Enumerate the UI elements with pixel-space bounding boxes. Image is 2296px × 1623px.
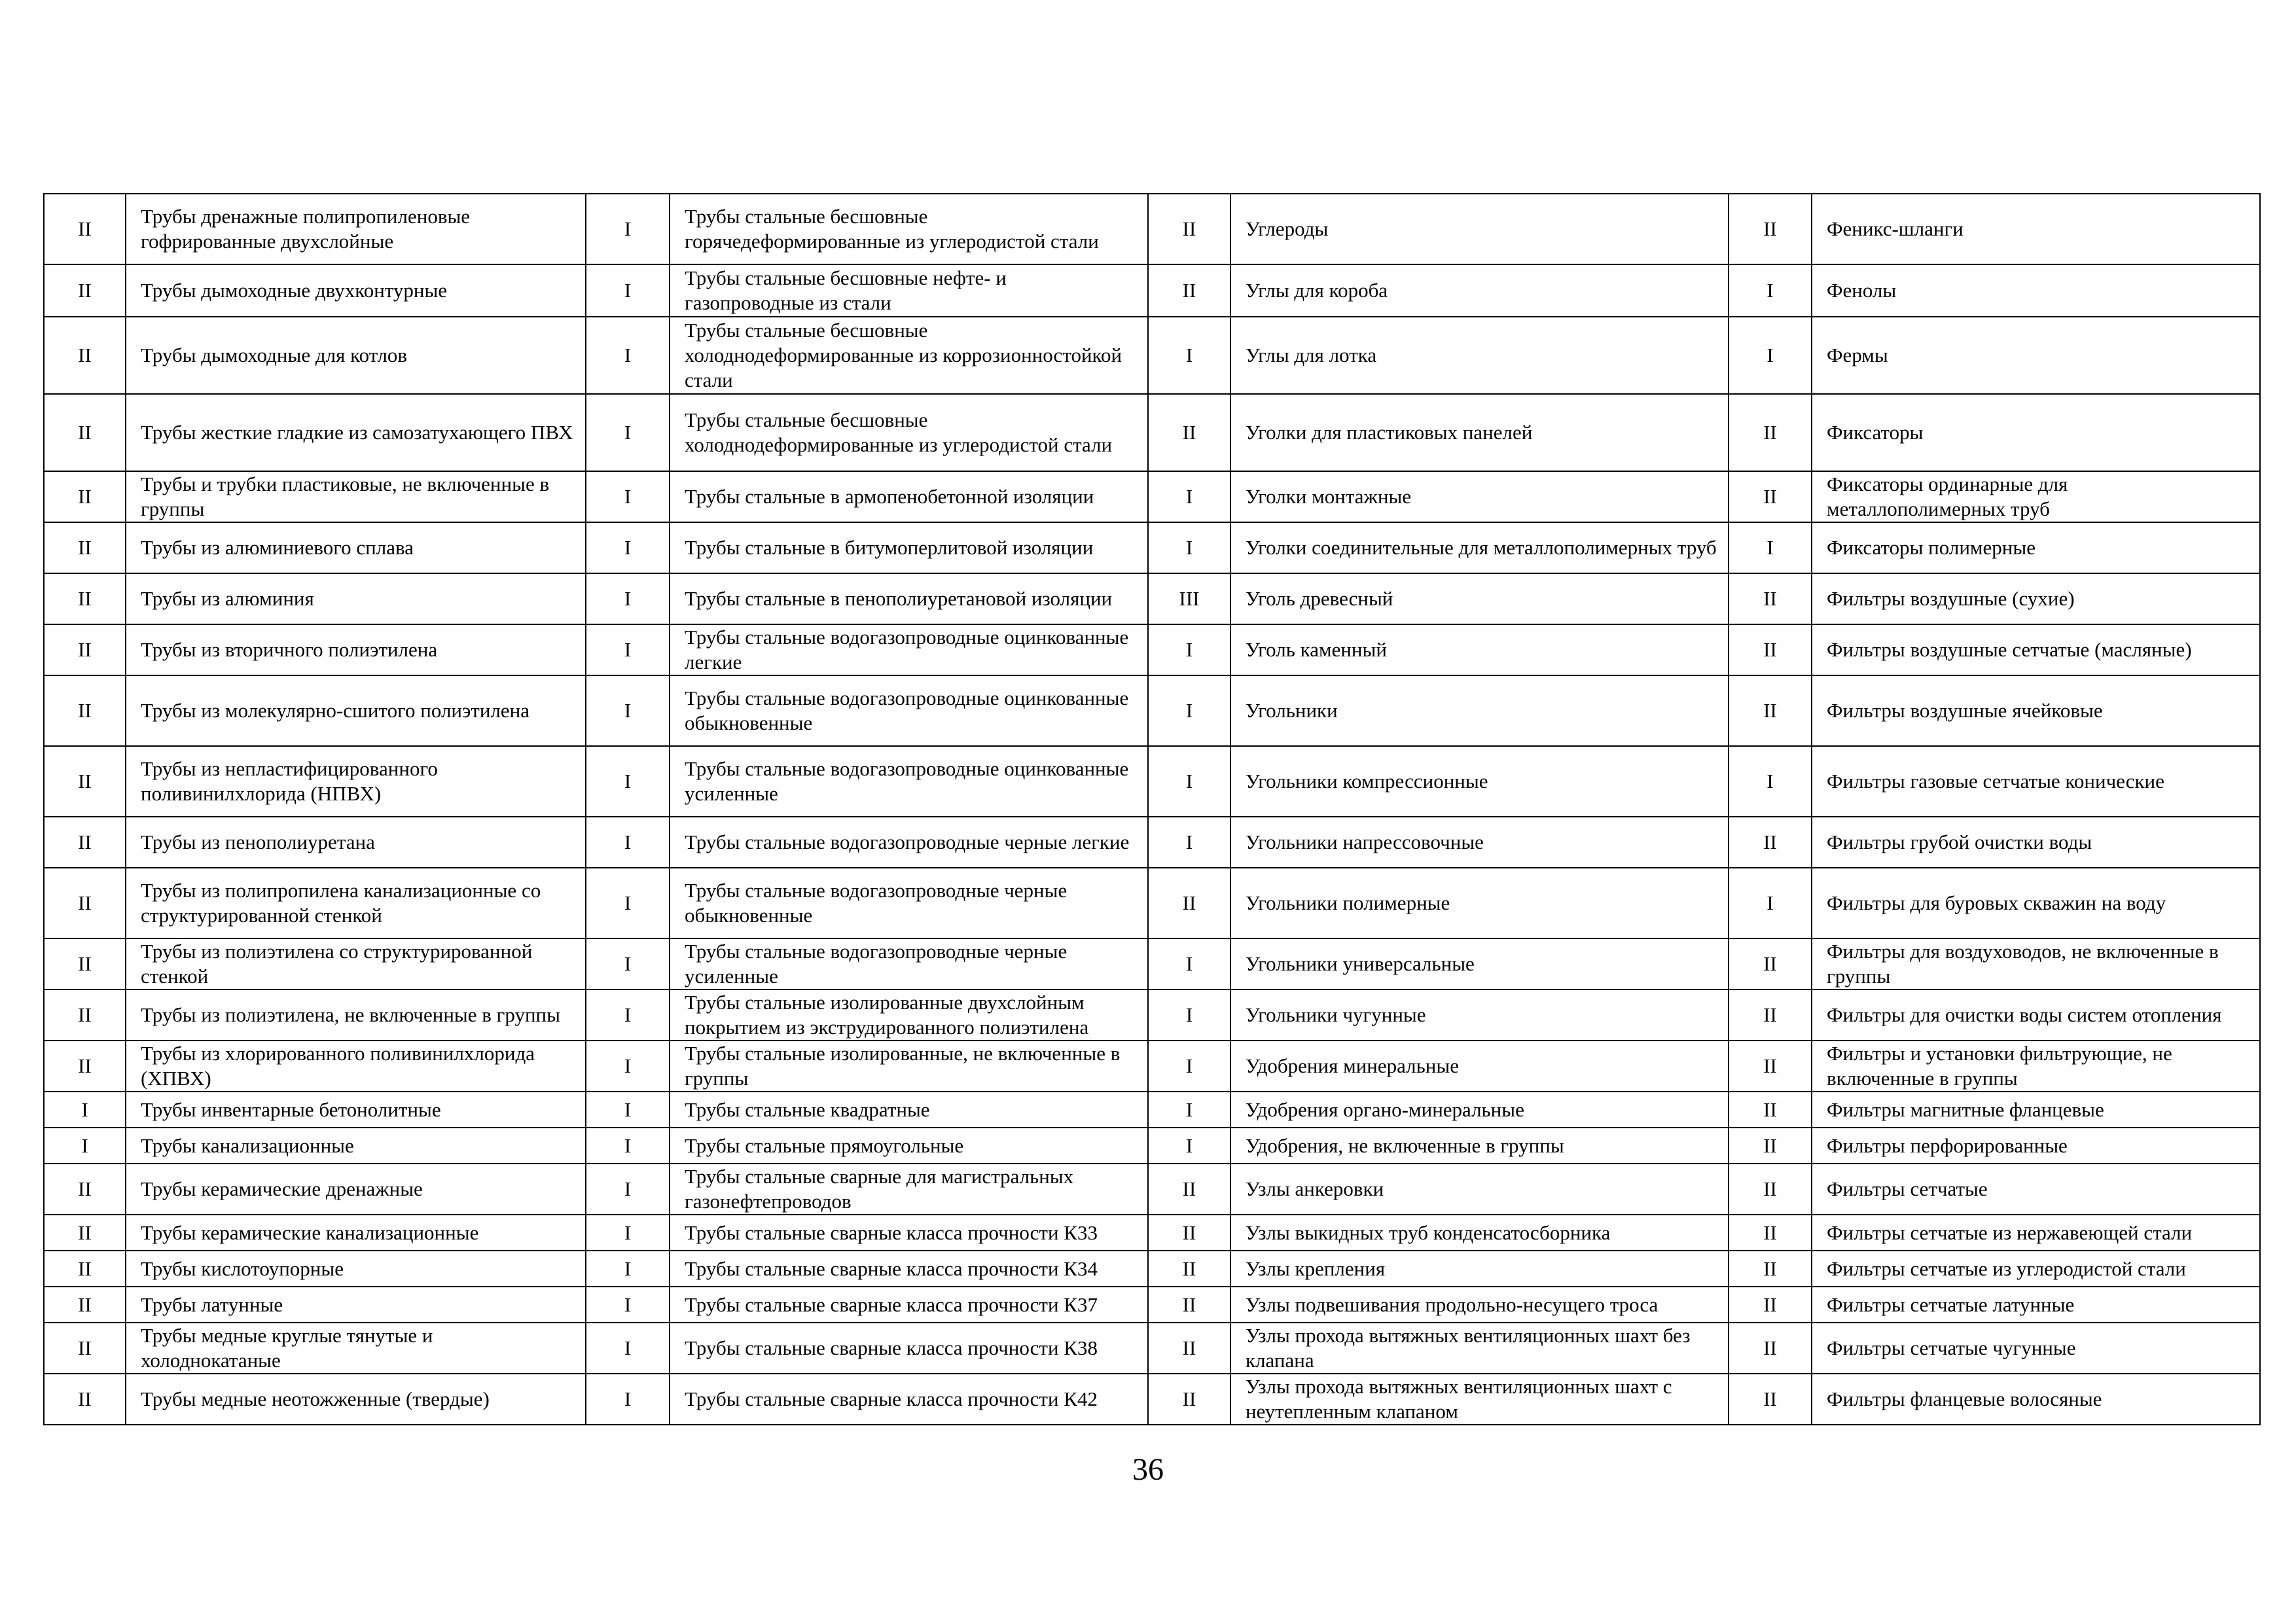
group-cell: II bbox=[1148, 1374, 1230, 1425]
name-cell: Трубы жесткие гладкие из самозатухающего ПВХ bbox=[126, 394, 586, 471]
table-row bbox=[44, 868, 2260, 938]
name-cell: Фильтры газовые сетчатые конические bbox=[1812, 746, 2260, 817]
name-cell: Фильтры воздушные сетчатые (масляные) bbox=[1812, 624, 2260, 675]
page-number: 36 bbox=[1132, 1452, 1164, 1487]
name-cell: Трубы стальные изолированные двухслойным покрытием из экструдированного полиэтилена bbox=[670, 990, 1148, 1041]
group-cell: I bbox=[586, 1215, 670, 1251]
name-cell: Феникс-шланги bbox=[1812, 194, 2260, 264]
group-cell: I bbox=[586, 522, 670, 573]
table-row bbox=[44, 990, 2260, 1041]
name-cell: Угольники полимерные bbox=[1230, 868, 1729, 938]
name-cell: Фильтры сетчатые из нержавеющей стали bbox=[1812, 1215, 2260, 1251]
group-cell: I bbox=[1148, 990, 1230, 1041]
name-cell: Трубы канализационные bbox=[126, 1128, 586, 1164]
group-cell: I bbox=[586, 471, 670, 522]
group-cell: II bbox=[44, 1164, 126, 1215]
name-cell: Трубы медные круглые тянутые и холоднокатаные bbox=[126, 1323, 586, 1374]
name-cell: Трубы дымоходные двухконтурные bbox=[126, 264, 586, 317]
name-cell: Удобрения минеральные bbox=[1230, 1041, 1729, 1092]
group-cell: II bbox=[44, 624, 126, 675]
name-cell: Трубы из полиэтилена со структурированной стенкой bbox=[126, 938, 586, 990]
name-cell: Фенолы bbox=[1812, 264, 2260, 317]
group-cell: II bbox=[1729, 573, 1812, 624]
group-cell: I bbox=[586, 1164, 670, 1215]
name-cell: Фильтры для буровых скважин на воду bbox=[1812, 868, 2260, 938]
table-body bbox=[44, 194, 2260, 1425]
group-cell: I bbox=[1729, 868, 1812, 938]
group-cell: I bbox=[586, 624, 670, 675]
group-cell: II bbox=[44, 990, 126, 1041]
table-row bbox=[44, 1128, 2260, 1164]
group-cell: I bbox=[1729, 264, 1812, 317]
name-cell: Трубы стальные водогазопроводные оцинкованные легкие bbox=[670, 624, 1148, 675]
group-cell: III bbox=[1148, 573, 1230, 624]
group-cell: II bbox=[44, 522, 126, 573]
name-cell: Фиксаторы полимерные bbox=[1812, 522, 2260, 573]
group-cell: II bbox=[44, 194, 126, 264]
group-cell: II bbox=[44, 868, 126, 938]
table-row bbox=[44, 573, 2260, 624]
group-cell: I bbox=[586, 1374, 670, 1425]
name-cell: Фильтры сетчатые латунные bbox=[1812, 1287, 2260, 1323]
group-cell: II bbox=[1729, 1251, 1812, 1287]
name-cell: Трубы стальные бесшовные холоднодеформированные из углеродистой стали bbox=[670, 394, 1148, 471]
table-row bbox=[44, 264, 2260, 317]
table-row bbox=[44, 746, 2260, 817]
name-cell: Трубы стальные в пенополиуретановой изоляции bbox=[670, 573, 1148, 624]
name-cell: Трубы из непластифицированного поливинилхлорида (НПВХ) bbox=[126, 746, 586, 817]
group-cell: II bbox=[1729, 394, 1812, 471]
name-cell: Трубы стальные сварные класса прочности К33 bbox=[670, 1215, 1148, 1251]
name-cell: Трубы стальные сварные класса прочности К34 bbox=[670, 1251, 1148, 1287]
name-cell: Фильтры магнитные фланцевые bbox=[1812, 1092, 2260, 1128]
group-cell: I bbox=[586, 394, 670, 471]
table-row bbox=[44, 194, 2260, 264]
name-cell: Фильтры перфорированные bbox=[1812, 1128, 2260, 1164]
materials-table bbox=[43, 193, 2261, 1425]
name-cell: Трубы стальные квадратные bbox=[670, 1092, 1148, 1128]
group-cell: II bbox=[1729, 1041, 1812, 1092]
group-cell: II bbox=[1729, 1374, 1812, 1425]
name-cell: Трубы кислотоупорные bbox=[126, 1251, 586, 1287]
group-cell: II bbox=[1729, 624, 1812, 675]
table-row bbox=[44, 522, 2260, 573]
group-cell: II bbox=[1148, 394, 1230, 471]
name-cell: Угольники чугунные bbox=[1230, 990, 1729, 1041]
name-cell: Трубы стальные бесшовные холоднодеформированные из коррозионностойкой стали bbox=[670, 317, 1148, 394]
group-cell: I bbox=[586, 746, 670, 817]
name-cell: Фильтры фланцевые волосяные bbox=[1812, 1374, 2260, 1425]
group-cell: II bbox=[1148, 264, 1230, 317]
group-cell: II bbox=[1148, 1215, 1230, 1251]
group-cell: I bbox=[1729, 522, 1812, 573]
group-cell: II bbox=[44, 675, 126, 746]
table-row bbox=[44, 1287, 2260, 1323]
group-cell: II bbox=[44, 264, 126, 317]
name-cell: Уголки соединительные для металлополимерных труб bbox=[1230, 522, 1729, 573]
name-cell: Фильтры воздушные (сухие) bbox=[1812, 573, 2260, 624]
group-cell: I bbox=[586, 868, 670, 938]
name-cell: Трубы стальные сварные класса прочности К37 bbox=[670, 1287, 1148, 1323]
name-cell: Трубы стальные сварные класса прочности К38 bbox=[670, 1323, 1148, 1374]
group-cell: II bbox=[1148, 1287, 1230, 1323]
name-cell: Трубы стальные бесшовные нефте- и газопроводные из стали bbox=[670, 264, 1148, 317]
name-cell: Трубы стальные водогазопроводные черные обыкновенные bbox=[670, 868, 1148, 938]
name-cell: Трубы из хлорированного поливинилхлорида (ХПВХ) bbox=[126, 1041, 586, 1092]
group-cell: II bbox=[1729, 1164, 1812, 1215]
name-cell: Трубы дымоходные для котлов bbox=[126, 317, 586, 394]
table-row bbox=[44, 1374, 2260, 1425]
name-cell: Узлы анкеровки bbox=[1230, 1164, 1729, 1215]
name-cell: Узлы крепления bbox=[1230, 1251, 1729, 1287]
group-cell: II bbox=[1148, 1251, 1230, 1287]
group-cell: II bbox=[1729, 1128, 1812, 1164]
group-cell: II bbox=[1729, 1092, 1812, 1128]
group-cell: II bbox=[1729, 1323, 1812, 1374]
group-cell: I bbox=[1148, 317, 1230, 394]
group-cell: I bbox=[1148, 817, 1230, 868]
group-cell: II bbox=[44, 471, 126, 522]
table-row bbox=[44, 675, 2260, 746]
group-cell: II bbox=[1148, 194, 1230, 264]
name-cell: Удобрения, не включенные в группы bbox=[1230, 1128, 1729, 1164]
name-cell: Трубы из полипропилена канализационные со структурированной стенкой bbox=[126, 868, 586, 938]
group-cell: I bbox=[586, 675, 670, 746]
name-cell: Трубы стальные водогазопроводные черные легкие bbox=[670, 817, 1148, 868]
group-cell: II bbox=[44, 1041, 126, 1092]
group-cell: I bbox=[586, 264, 670, 317]
group-cell: I bbox=[586, 1041, 670, 1092]
group-cell: I bbox=[1148, 1041, 1230, 1092]
name-cell: Фильтры грубой очистки воды bbox=[1812, 817, 2260, 868]
name-cell: Угольники bbox=[1230, 675, 1729, 746]
table-row bbox=[44, 817, 2260, 868]
name-cell: Фильтры сетчатые bbox=[1812, 1164, 2260, 1215]
group-cell: I bbox=[1148, 624, 1230, 675]
name-cell: Уголь древесный bbox=[1230, 573, 1729, 624]
name-cell: Фиксаторы bbox=[1812, 394, 2260, 471]
group-cell: II bbox=[1729, 471, 1812, 522]
group-cell: II bbox=[44, 746, 126, 817]
name-cell: Угольники напрессовочные bbox=[1230, 817, 1729, 868]
group-cell: I bbox=[44, 1128, 126, 1164]
group-cell: I bbox=[1148, 675, 1230, 746]
name-cell: Трубы дренажные полипропиленовые гофрированные двухслойные bbox=[126, 194, 586, 264]
name-cell: Углероды bbox=[1230, 194, 1729, 264]
name-cell: Трубы стальные изолированные, не включенные в группы bbox=[670, 1041, 1148, 1092]
table-row bbox=[44, 1215, 2260, 1251]
table-row bbox=[44, 471, 2260, 522]
name-cell: Трубы стальные водогазопроводные черные усиленные bbox=[670, 938, 1148, 990]
name-cell: Фильтры воздушные ячейковые bbox=[1812, 675, 2260, 746]
group-cell: II bbox=[1729, 194, 1812, 264]
name-cell: Угольники компрессионные bbox=[1230, 746, 1729, 817]
name-cell: Трубы из алюминиевого сплава bbox=[126, 522, 586, 573]
name-cell: Трубы стальные прямоугольные bbox=[670, 1128, 1148, 1164]
group-cell: II bbox=[44, 817, 126, 868]
table-row bbox=[44, 394, 2260, 471]
table-row bbox=[44, 1251, 2260, 1287]
group-cell: I bbox=[586, 1251, 670, 1287]
group-cell: II bbox=[44, 394, 126, 471]
group-cell: II bbox=[44, 573, 126, 624]
group-cell: I bbox=[1148, 522, 1230, 573]
name-cell: Трубы стальные в битумоперлитовой изоляции bbox=[670, 522, 1148, 573]
group-cell: II bbox=[1729, 1215, 1812, 1251]
table-row bbox=[44, 1323, 2260, 1374]
group-cell: II bbox=[44, 317, 126, 394]
group-cell: I bbox=[1148, 1092, 1230, 1128]
name-cell: Углы для лотка bbox=[1230, 317, 1729, 394]
group-cell: I bbox=[44, 1092, 126, 1128]
group-cell: II bbox=[1729, 1287, 1812, 1323]
name-cell: Трубы стальные бесшовные горячедеформированные из углеродистой стали bbox=[670, 194, 1148, 264]
name-cell: Угольники универсальные bbox=[1230, 938, 1729, 990]
table-row bbox=[44, 1164, 2260, 1215]
name-cell: Фиксаторы ординарные для металлополимерных труб bbox=[1812, 471, 2260, 522]
name-cell: Трубы стальные сварные класса прочности К42 bbox=[670, 1374, 1148, 1425]
name-cell: Фильтры и установки фильтрующие, не включенные в группы bbox=[1812, 1041, 2260, 1092]
name-cell: Трубы из алюминия bbox=[126, 573, 586, 624]
group-cell: II bbox=[1148, 1323, 1230, 1374]
name-cell: Трубы керамические канализационные bbox=[126, 1215, 586, 1251]
group-cell: I bbox=[586, 817, 670, 868]
table-row bbox=[44, 1041, 2260, 1092]
name-cell: Фильтры для очистки воды систем отопления bbox=[1812, 990, 2260, 1041]
group-cell: II bbox=[44, 1287, 126, 1323]
table-row bbox=[44, 1092, 2260, 1128]
name-cell: Фильтры для воздуховодов, не включенные в группы bbox=[1812, 938, 2260, 990]
name-cell: Уголки для пластиковых панелей bbox=[1230, 394, 1729, 471]
group-cell: I bbox=[1729, 317, 1812, 394]
name-cell: Трубы керамические дренажные bbox=[126, 1164, 586, 1215]
group-cell: II bbox=[1729, 938, 1812, 990]
name-cell: Фильтры сетчатые из углеродистой стали bbox=[1812, 1251, 2260, 1287]
group-cell: II bbox=[44, 1251, 126, 1287]
name-cell: Трубы латунные bbox=[126, 1287, 586, 1323]
name-cell: Трубы инвентарные бетонолитные bbox=[126, 1092, 586, 1128]
name-cell: Трубы стальные в армопенобетонной изоляции bbox=[670, 471, 1148, 522]
group-cell: II bbox=[1148, 868, 1230, 938]
group-cell: I bbox=[586, 938, 670, 990]
group-cell: I bbox=[1148, 1128, 1230, 1164]
name-cell: Фермы bbox=[1812, 317, 2260, 394]
group-cell: I bbox=[586, 317, 670, 394]
group-cell: I bbox=[586, 1323, 670, 1374]
group-cell: I bbox=[1148, 471, 1230, 522]
name-cell: Узлы выкидных труб конденсатосборника bbox=[1230, 1215, 1729, 1251]
group-cell: I bbox=[586, 1092, 670, 1128]
group-cell: II bbox=[44, 1215, 126, 1251]
name-cell: Уголь каменный bbox=[1230, 624, 1729, 675]
name-cell: Фильтры сетчатые чугунные bbox=[1812, 1323, 2260, 1374]
group-cell: I bbox=[586, 1287, 670, 1323]
group-cell: II bbox=[1729, 817, 1812, 868]
name-cell: Узлы прохода вытяжных вентиляционных шахт с неутепленным клапаном bbox=[1230, 1374, 1729, 1425]
name-cell: Удобрения органо-минеральные bbox=[1230, 1092, 1729, 1128]
group-cell: II bbox=[1729, 675, 1812, 746]
table-row bbox=[44, 938, 2260, 990]
group-cell: I bbox=[586, 194, 670, 264]
name-cell: Трубы медные неотожженные (твердые) bbox=[126, 1374, 586, 1425]
name-cell: Трубы из молекулярно-сшитого полиэтилена bbox=[126, 675, 586, 746]
group-cell: II bbox=[1148, 1164, 1230, 1215]
group-cell: I bbox=[1148, 746, 1230, 817]
group-cell: II bbox=[44, 1323, 126, 1374]
group-cell: I bbox=[586, 1128, 670, 1164]
name-cell: Трубы стальные водогазопроводные оцинкованные усиленные bbox=[670, 746, 1148, 817]
name-cell: Углы для короба bbox=[1230, 264, 1729, 317]
table-row bbox=[44, 317, 2260, 394]
group-cell: II bbox=[1729, 990, 1812, 1041]
name-cell: Трубы из полиэтилена, не включенные в группы bbox=[126, 990, 586, 1041]
table-row bbox=[44, 624, 2260, 675]
group-cell: II bbox=[44, 938, 126, 990]
name-cell: Трубы и трубки пластиковые, не включенные в группы bbox=[126, 471, 586, 522]
group-cell: I bbox=[586, 573, 670, 624]
name-cell: Трубы из вторичного полиэтилена bbox=[126, 624, 586, 675]
name-cell: Уголки монтажные bbox=[1230, 471, 1729, 522]
name-cell: Трубы из пенополиуретана bbox=[126, 817, 586, 868]
name-cell: Трубы стальные водогазопроводные оцинкованные обыкновенные bbox=[670, 675, 1148, 746]
name-cell: Узлы прохода вытяжных вентиляционных шахт без клапана bbox=[1230, 1323, 1729, 1374]
name-cell: Трубы стальные сварные для магистральных газонефтепроводов bbox=[670, 1164, 1148, 1215]
group-cell: I bbox=[586, 990, 670, 1041]
group-cell: I bbox=[1148, 938, 1230, 990]
group-cell: I bbox=[1729, 746, 1812, 817]
group-cell: II bbox=[44, 1374, 126, 1425]
name-cell: Узлы подвешивания продольно-несущего троса bbox=[1230, 1287, 1729, 1323]
